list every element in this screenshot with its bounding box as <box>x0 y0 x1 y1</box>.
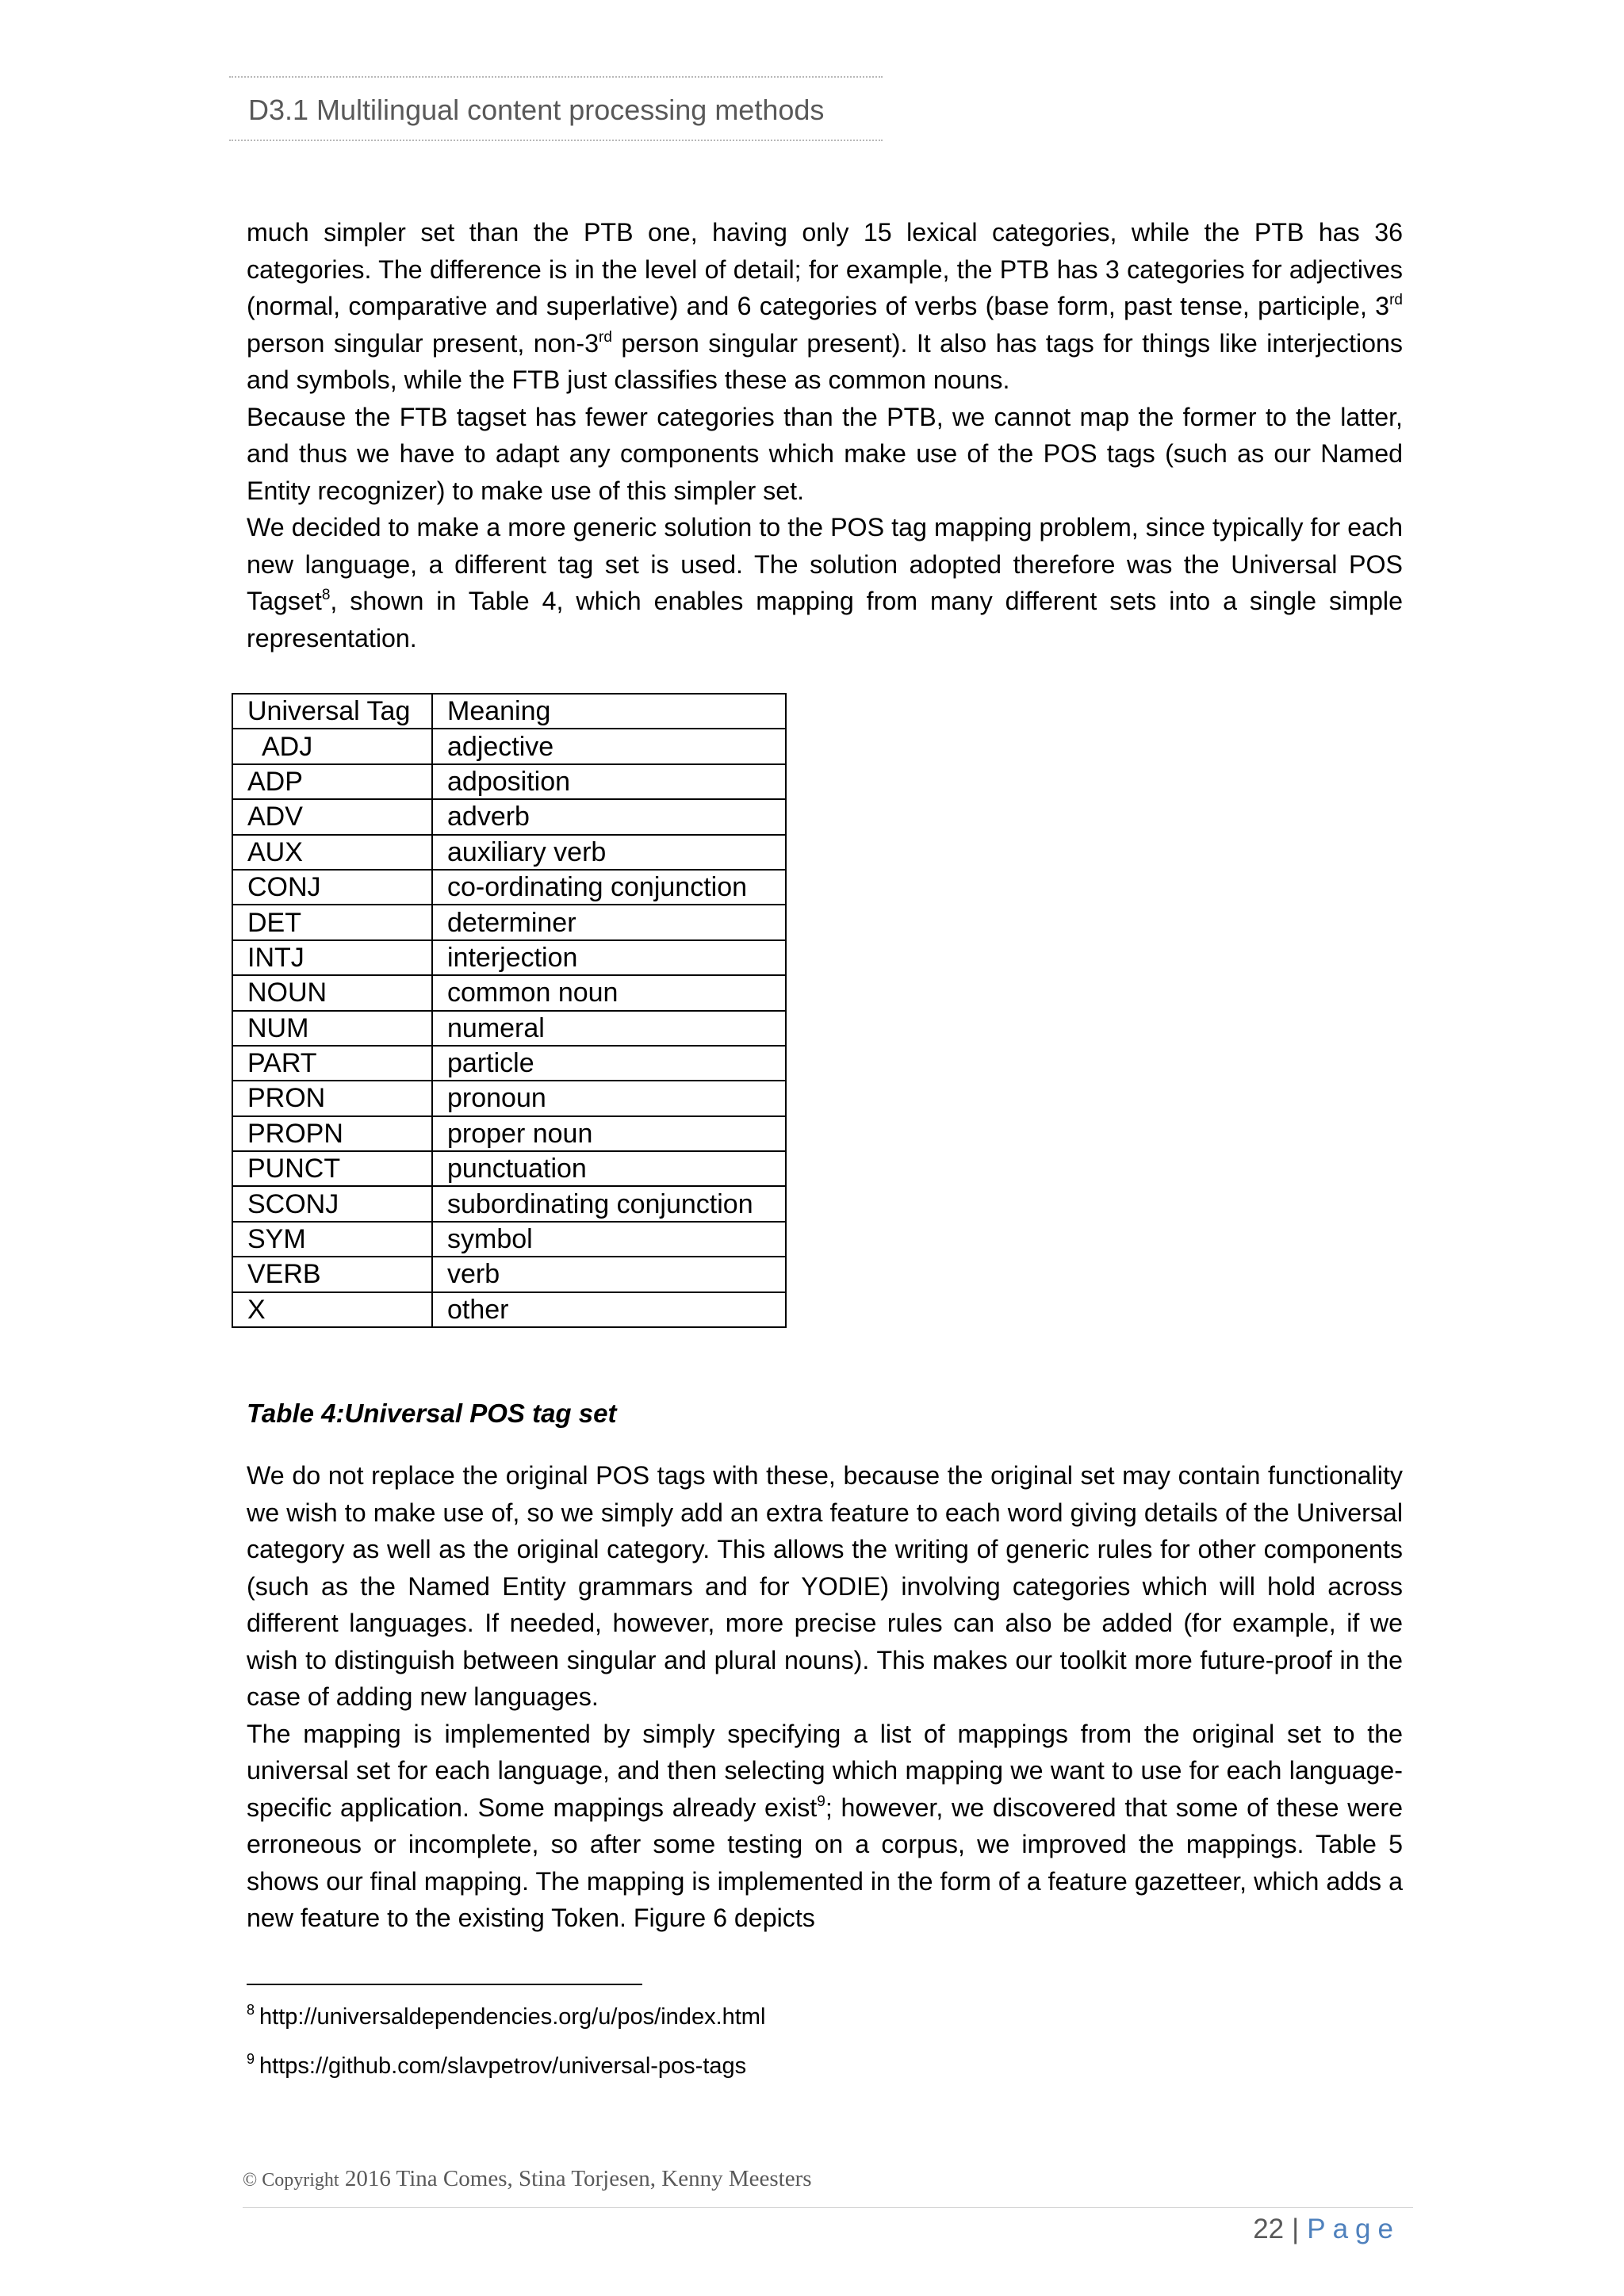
table-row <box>232 1011 786 1046</box>
table-row <box>232 870 786 905</box>
tag-cell: NUM <box>232 1011 432 1046</box>
table-header-row <box>232 694 786 729</box>
table-row <box>232 764 786 799</box>
tag-cell: CONJ <box>232 870 432 905</box>
table-row <box>232 1186 786 1221</box>
footnote-separator <box>247 1984 642 1985</box>
copyright-label: © Copyright <box>243 2170 339 2191</box>
page-header <box>229 76 883 141</box>
tag-cell: PROPN <box>232 1116 432 1151</box>
body-text-top <box>247 214 1403 656</box>
document-title: D3.1 Multilingual content processing methods <box>248 94 825 126</box>
header-meaning: Meaning <box>432 694 786 729</box>
meaning-cell: other <box>432 1292 786 1327</box>
tag-cell: AUX <box>232 835 432 870</box>
tag-cell: ADP <box>232 764 432 799</box>
body-text-bottom <box>247 1457 1403 1937</box>
meaning-cell: particle <box>432 1046 786 1081</box>
footnote-ref-8[interactable]: 8 <box>321 587 331 603</box>
tag-cell: VERB <box>232 1257 432 1292</box>
table-row <box>232 975 786 1010</box>
tag-cell: INTJ <box>232 940 432 975</box>
footnote-ref-9[interactable]: 9 <box>817 1793 825 1810</box>
table-row <box>232 1151 786 1186</box>
tag-cell: NOUN <box>232 975 432 1010</box>
table-row <box>232 799 786 834</box>
tag-cell: SYM <box>232 1222 432 1257</box>
universal-pos-table <box>232 693 787 1328</box>
paragraph-generic-solution: We decided to make a more generic solution to the POS tag mapping problem, since typically for each new language, a different tag set is used. The solution adopted therefore was the Universal POS Tagset$^8$, shown in Table 4, which enables mapping from many different sets into a single simple representation. <box>247 513 1403 652</box>
tag-cell: ADJ <box>232 729 432 763</box>
meaning-cell: pronoun <box>432 1081 786 1115</box>
copyright-notice <box>243 2166 812 2192</box>
table-row <box>232 729 786 763</box>
tag-cell: PUNCT <box>232 1151 432 1186</box>
superscript-rd: rd <box>1389 292 1403 308</box>
header-universal-tag: Universal Tag <box>232 694 432 729</box>
meaning-cell: co-ordinating conjunction <box>432 870 786 905</box>
paragraph-ftb-tagset: Because the FTB tagset has fewer categories than the PTB, we cannot map the former to the latter, and thus we have to adapt any components which make use of the POS tags (such as our Named Entity recognizer) to make use of this simpler set. <box>247 402 1403 505</box>
footnote-number: 8 <box>247 2002 255 2018</box>
table-row <box>232 1292 786 1327</box>
table-row <box>232 940 786 975</box>
page-number <box>1253 2214 1400 2245</box>
meaning-cell: common noun <box>432 975 786 1010</box>
meaning-cell: proper noun <box>432 1116 786 1151</box>
footnote-8 <box>247 2004 765 2030</box>
meaning-cell: adposition <box>432 764 786 799</box>
meaning-cell: interjection <box>432 940 786 975</box>
table-row <box>232 1046 786 1081</box>
table-row <box>232 835 786 870</box>
paragraph-original-tags: We do not replace the original POS tags with these, because the original set may contain functionality we wish to make use of, so we simply add an extra feature to each word giving details of the Universal category as well as the original category. This allows the writing of generic rules for other components (such as the Named Entity grammars and for YODIE) involving categories which will hold across different languages. If needed, however, more precise rules can also be added (for example, if we wish to distinguish between singular and plural nouns). This makes our toolkit more future-proof in the case of adding new languages. <box>247 1461 1403 1711</box>
table-caption: Table 4:Universal POS tag set <box>247 1399 617 1428</box>
meaning-cell: punctuation <box>432 1151 786 1186</box>
table-row <box>232 1222 786 1257</box>
tag-cell: SCONJ <box>232 1186 432 1221</box>
page-separator: | <box>1292 2214 1300 2244</box>
meaning-cell: determiner <box>432 905 786 939</box>
tag-cell: ADV <box>232 799 432 834</box>
copyright-holders: 2016 Tina Comes, Stina Torjesen, Kenny Meesters <box>344 2166 812 2191</box>
tag-cell: X <box>232 1292 432 1327</box>
tag-cell: PRON <box>232 1081 432 1115</box>
footnote-link[interactable]: http://universaldependencies.org/u/pos/index.html <box>259 2004 766 2030</box>
paragraph-mapping-implementation: The mapping is implemented by simply specifying a list of mappings from the original set to the universal set for each language, and then selecting which mapping we want to use for each language-specific application. Some mappings already exist$^9$; however, we discovered that some of these were erroneous or incomplete, so after some testing on a corpus, we improved the mappings. Table 5 shows our final mapping. The mapping is implemented in the form of a feature gazetteer, which adds a new feature to the existing Token. Figure 6 depicts <box>247 1719 1403 1932</box>
footnote-9 <box>247 2053 746 2080</box>
paragraph-ptb-comparison: much simpler set than the PTB one, having only 15 lexical categories, while the PTB has 36 categories. The difference is in the level of detail; for example, the PTB has 3 categories for adjectives (normal, comparative and superlative) and 6 categories of verbs (base form, past tense, participle, 3rd person singular present, non-3rd person singular present). It also has tags for things like interjections and symbols, while the FTB just classifies these as common nouns. <box>247 218 1403 394</box>
meaning-cell: verb <box>432 1257 786 1292</box>
table-row <box>232 1257 786 1292</box>
table-row <box>232 1116 786 1151</box>
footnote-link[interactable]: https://github.com/slavpetrov/universal-pos-tags <box>259 2053 747 2079</box>
superscript-rd: rd <box>599 328 612 346</box>
meaning-cell: adverb <box>432 799 786 834</box>
tag-cell: DET <box>232 905 432 939</box>
footnote-number: 9 <box>247 2051 255 2067</box>
footer-separator <box>243 2207 1413 2208</box>
tag-cell: PART <box>232 1046 432 1081</box>
meaning-cell: auxiliary verb <box>432 835 786 870</box>
meaning-cell: numeral <box>432 1011 786 1046</box>
page-number-value: 22 <box>1253 2214 1285 2244</box>
table-row <box>232 905 786 939</box>
meaning-cell: subordinating conjunction <box>432 1186 786 1221</box>
page-label: Page <box>1307 2214 1400 2244</box>
meaning-cell: adjective <box>432 729 786 763</box>
meaning-cell: symbol <box>432 1222 786 1257</box>
table-row <box>232 1081 786 1115</box>
